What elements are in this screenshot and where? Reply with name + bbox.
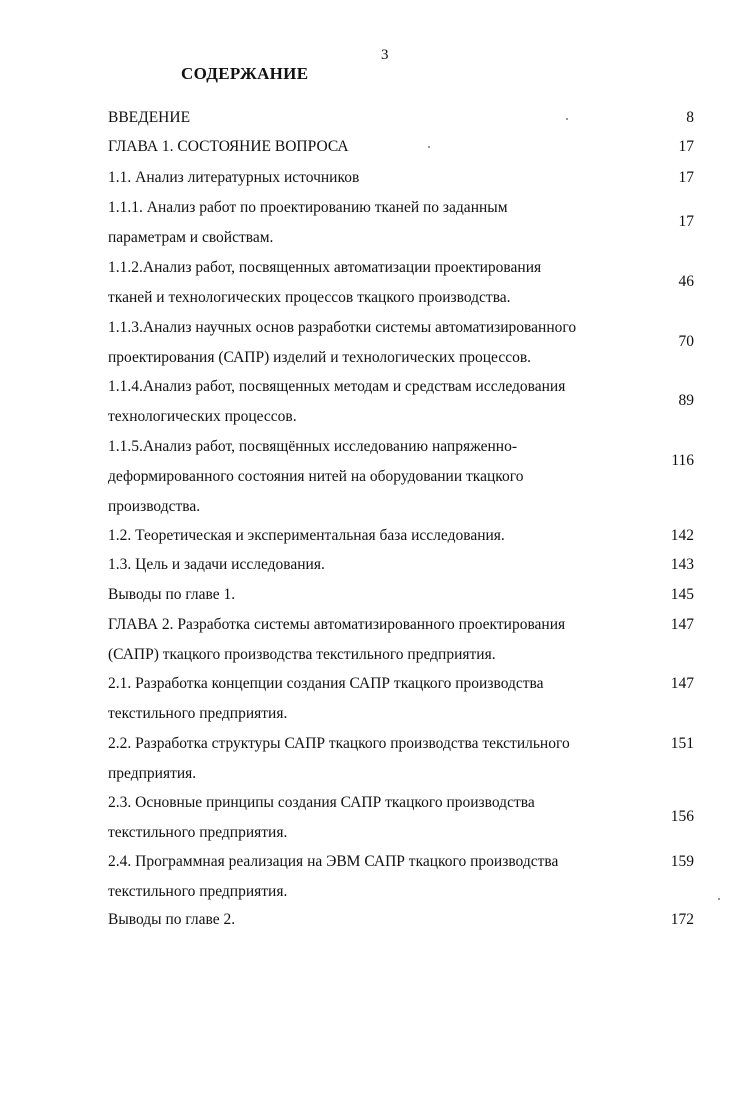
toc-entry-page: 116 — [671, 452, 694, 469]
toc-entry — [108, 610, 728, 670]
toc-entry-line: 1.1. Анализ литературных источников — [108, 169, 360, 186]
toc-entry-title — [108, 847, 638, 907]
toc-entry-title — [108, 729, 638, 789]
toc-entry — [108, 847, 728, 907]
toc-entry-page: 151 — [670, 735, 694, 752]
toc-entry-line: ГЛАВА 2. Разработка системы автоматизированного проектирования — [108, 616, 566, 633]
toc-entry-title — [108, 550, 638, 580]
toc-entry-title — [108, 103, 638, 133]
toc-entry-line: тканей и технологических процессов ткацкого производства. — [108, 289, 511, 306]
toc-entry-page: 156 — [670, 808, 694, 825]
toc-entry-page: 147 — [670, 616, 694, 633]
toc-entry-title — [108, 669, 638, 729]
toc-entry-line: текстильного предприятия. — [108, 705, 288, 722]
toc-entry-title — [108, 610, 638, 670]
toc-entry-page: 142 — [670, 527, 694, 544]
toc-title: СОДЕРЖАНИЕ — [181, 64, 309, 83]
toc-entry-line: 2.1. Разработка концепции создания САПР ткацкого производства — [108, 675, 544, 692]
toc-entry-line: деформированного состояния нитей на оборудовании ткацкого — [108, 468, 524, 485]
toc-entry — [108, 550, 728, 580]
toc-entry — [108, 163, 728, 193]
toc-entry — [108, 372, 728, 432]
toc-entry — [108, 313, 728, 373]
toc-entry-line: 2.3. Основные принципы создания САПР ткацкого производства — [108, 794, 535, 811]
toc-entry-line: 1.1.3.Анализ научных основ разработки системы автоматизированного — [108, 319, 577, 336]
toc-entry-page: 46 — [678, 273, 694, 290]
toc-entry-line: 2.2. Разработка структуры САПР ткацкого производства текстильного — [108, 735, 570, 752]
toc-entry-title — [108, 253, 638, 313]
toc-entry-page: 172 — [670, 911, 694, 928]
toc-entry-title — [108, 432, 638, 522]
toc-entry-line: (САПР) ткацкого производства текстильного предприятия. — [108, 646, 496, 663]
toc-entry-page: 17 — [678, 169, 694, 186]
toc-entry-line: текстильного предприятия. — [108, 883, 288, 900]
toc-entry-title — [108, 905, 638, 935]
toc-entry-line: 1.2. Теоретическая и экспериментальная база исследования. — [108, 527, 505, 544]
toc-entry — [108, 132, 728, 162]
toc-entry — [108, 669, 728, 729]
scan-speck — [566, 118, 568, 120]
toc-entry-title — [108, 132, 638, 162]
toc-entry-title — [108, 372, 638, 432]
scan-speck — [428, 146, 430, 148]
toc-entry — [108, 432, 728, 522]
toc-entry-page: 145 — [670, 586, 694, 603]
toc-entry-line: 1.3. Цель и задачи исследования. — [108, 556, 325, 573]
toc-entry-line: параметрам и свойствам. — [108, 229, 274, 246]
toc-entry — [108, 253, 728, 313]
toc-entry-line: ВВЕДЕНИЕ — [108, 109, 191, 126]
toc-entry-line: 2.4. Программная реализация на ЭВМ САПР ткацкого производства — [108, 853, 559, 870]
toc-entry-line: производства. — [108, 498, 201, 515]
toc-entry-page: 17 — [678, 213, 694, 230]
page-number: 3 — [381, 47, 389, 63]
toc-entry-page: 159 — [670, 853, 694, 870]
toc-entry-line: 1.1.4.Анализ работ, посвященных методам и средствам исследования — [108, 378, 566, 395]
toc-entry-page: 89 — [678, 392, 694, 409]
toc-entry-page: 143 — [670, 556, 694, 573]
toc-entry-title — [108, 163, 638, 193]
toc-entry — [108, 580, 728, 610]
toc-entry-line: 1.1.2.Анализ работ, посвященных автоматизации проектирования — [108, 259, 542, 276]
toc-entry-page: 17 — [678, 138, 694, 155]
toc-entry-line: проектирования (САПР) изделий и технологических процессов. — [108, 349, 532, 366]
toc-entry-line: 1.1.1. Анализ работ по проектированию тканей по заданным — [108, 199, 508, 216]
toc-entry-line: технологических процессов. — [108, 408, 297, 425]
toc-entry — [108, 521, 728, 551]
toc-entry-line: предприятия. — [108, 765, 197, 782]
toc-entry-title — [108, 193, 638, 253]
toc-entry — [108, 193, 728, 253]
toc-entry-page: 8 — [686, 109, 694, 126]
toc-entry-title — [108, 788, 638, 848]
toc-entry — [108, 788, 728, 848]
toc-entry-page: 147 — [670, 675, 694, 692]
toc-entry-title — [108, 580, 638, 610]
toc-entry-page: 70 — [678, 333, 694, 350]
toc-entry — [108, 103, 728, 133]
toc-entry-line: текстильного предприятия. — [108, 824, 288, 841]
toc-entry-line: Выводы по главе 2. — [108, 911, 236, 928]
scan-speck — [718, 898, 720, 900]
toc-entry — [108, 905, 728, 935]
toc-entry — [108, 729, 728, 789]
toc-entry-line: Выводы по главе 1. — [108, 586, 236, 603]
toc-entry-line: 1.1.5.Анализ работ, посвящённых исследованию напряженно- — [108, 438, 517, 455]
toc-entry-title — [108, 313, 638, 373]
toc-entry-title — [108, 521, 638, 551]
toc-entry-line: ГЛАВА 1. СОСТОЯНИЕ ВОПРОСА — [108, 138, 349, 155]
